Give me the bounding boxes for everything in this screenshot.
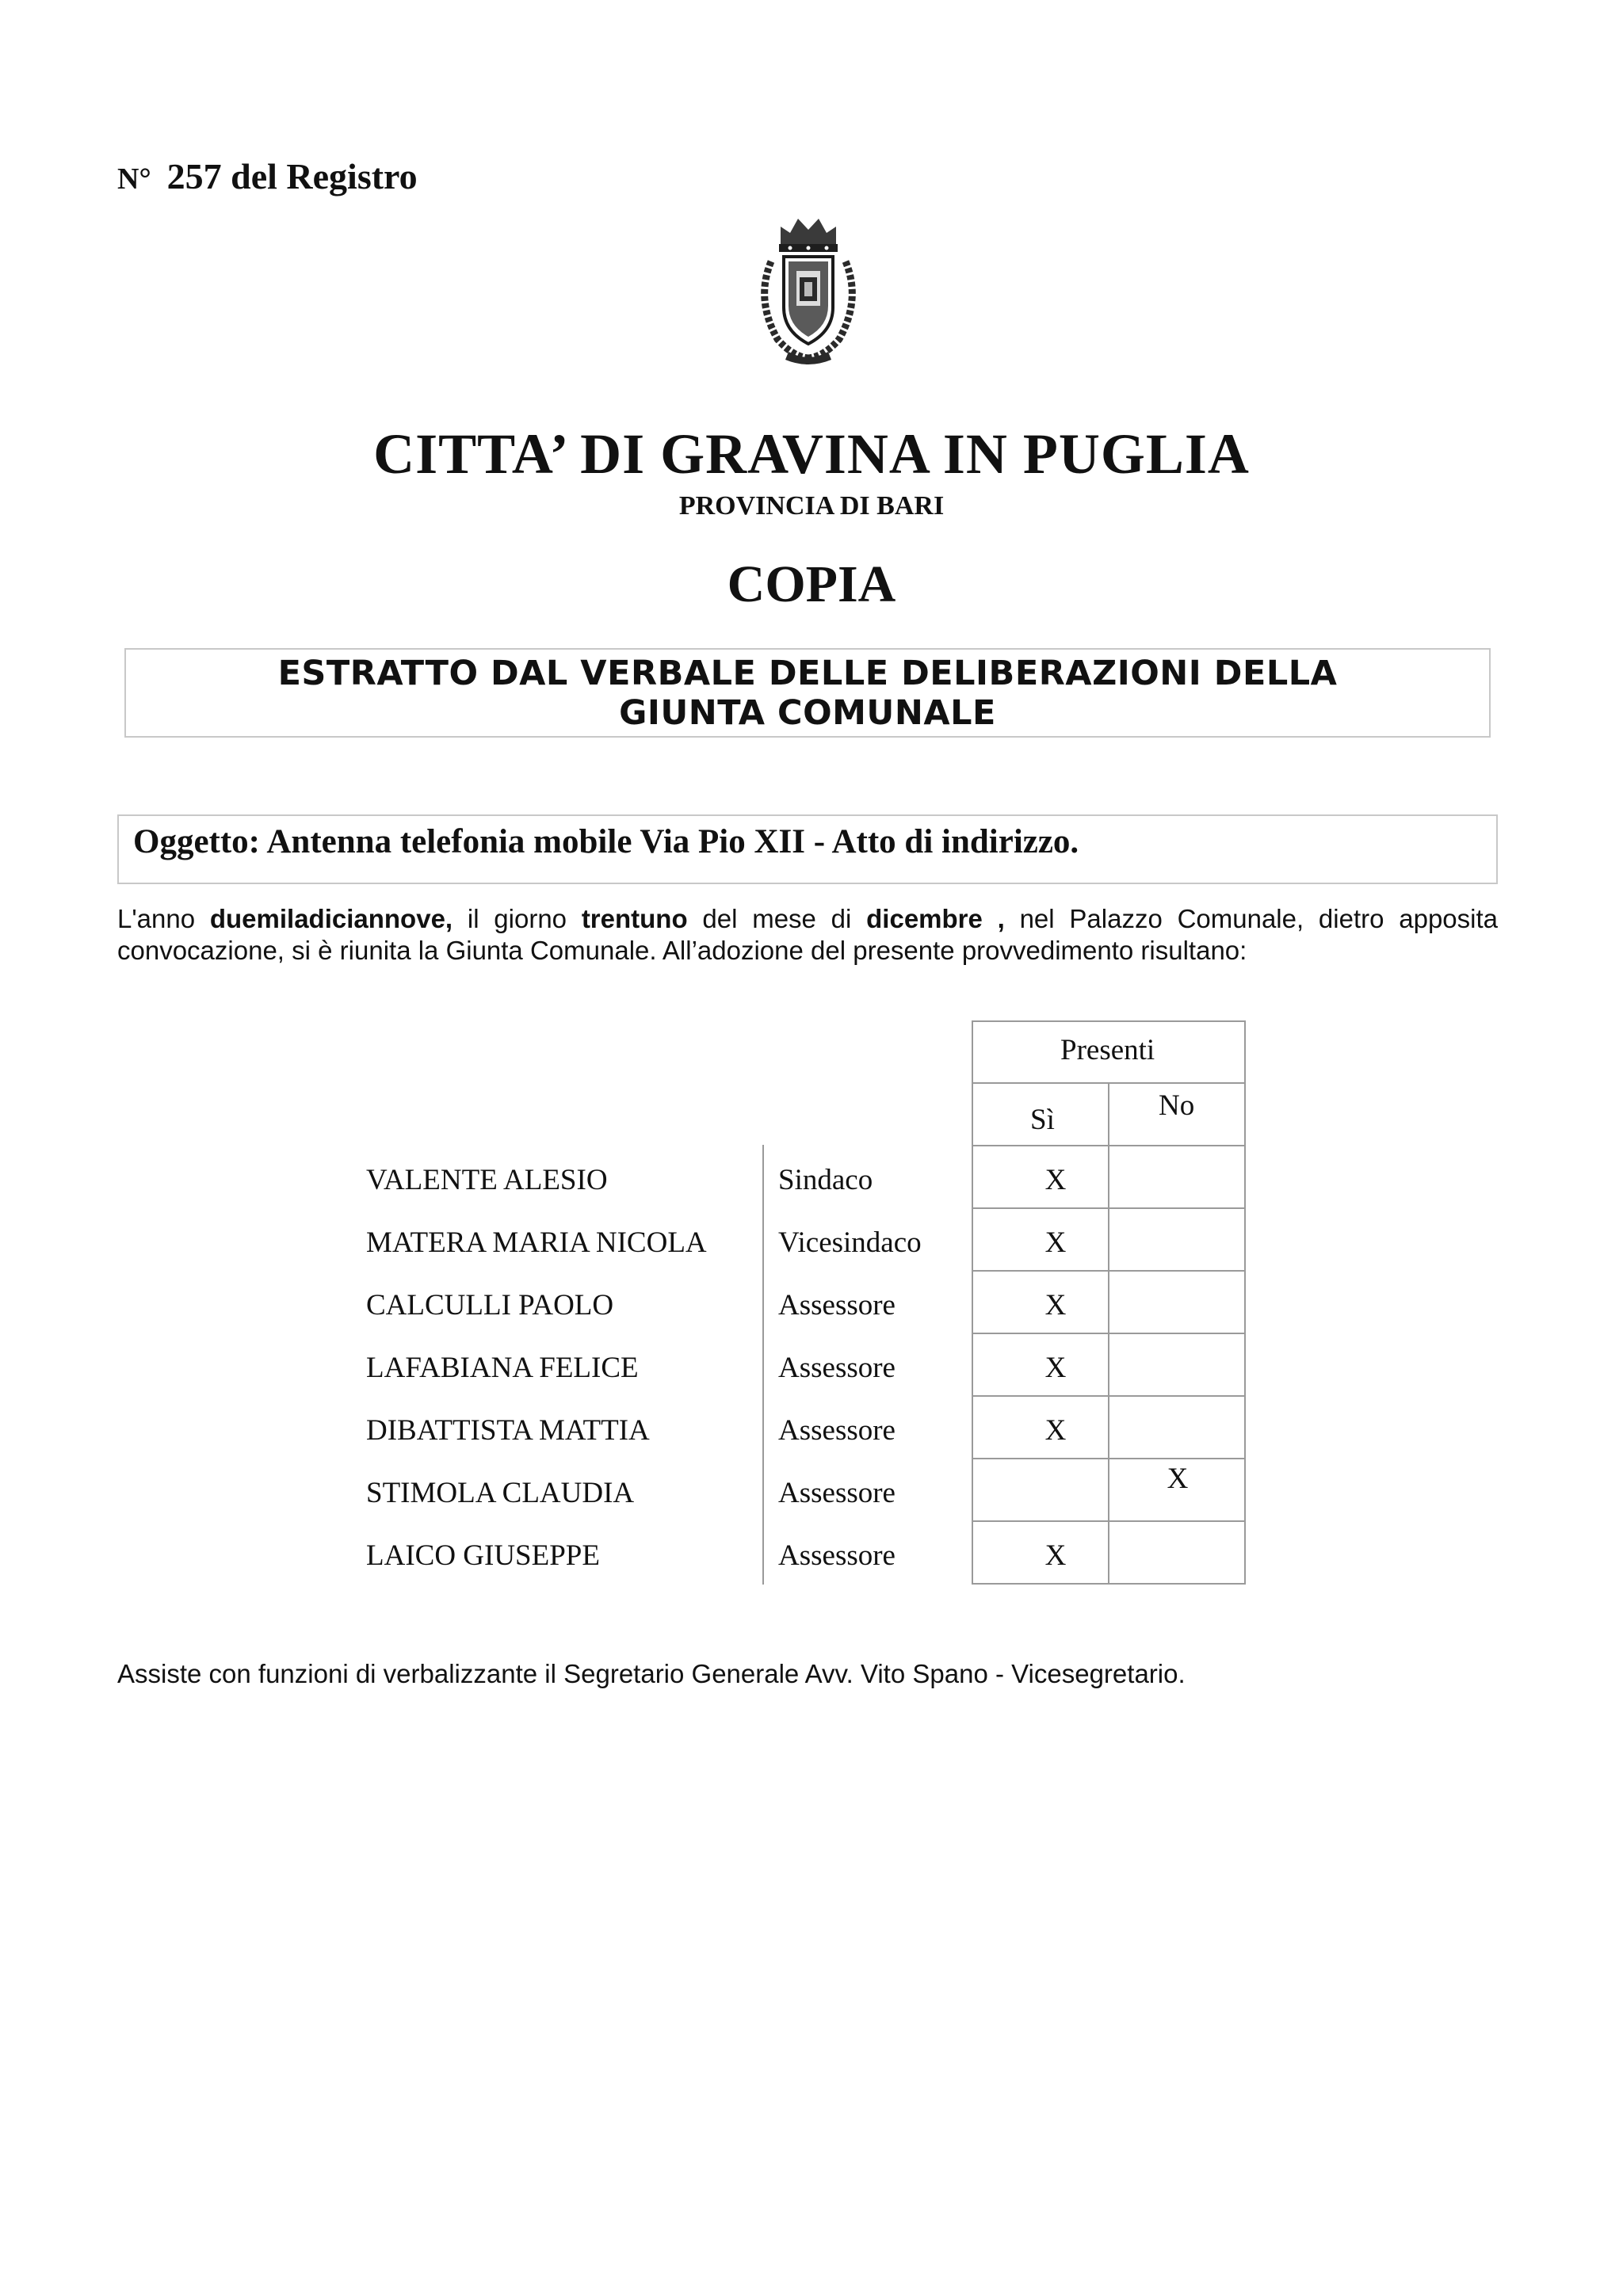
grid-line xyxy=(972,1020,973,1585)
member-name: STIMOLA CLAUDIA xyxy=(366,1477,635,1509)
register-number xyxy=(117,155,418,197)
present-mark: X xyxy=(1044,1289,1067,1322)
present-mark: X xyxy=(1044,1226,1067,1259)
member-name: LAFABIANA FELICE xyxy=(366,1352,639,1384)
present-mark: X xyxy=(1044,1414,1067,1447)
coat-of-arms-emblem xyxy=(749,212,868,364)
grid-line xyxy=(972,1270,1246,1272)
grid-line xyxy=(972,1458,1246,1459)
subject-text: Oggetto: Antenna telefonia mobile Via Pio XII - Atto di indirizzo. xyxy=(133,823,1079,860)
extract-heading-line-2: GIUNTA COMUNALE xyxy=(619,693,996,733)
grid-line xyxy=(972,1583,1246,1585)
member-role: Assessore xyxy=(778,1414,896,1447)
no-header: No xyxy=(1159,1089,1195,1122)
intro-text-1: L'anno xyxy=(117,904,210,933)
presence-header: Presenti xyxy=(1060,1034,1155,1066)
copy-label: COPIA xyxy=(727,555,896,613)
yes-header: Sì xyxy=(1030,1104,1055,1136)
intro-paragraph xyxy=(117,903,1498,967)
province-label: PROVINCIA DI BARI xyxy=(678,491,945,521)
extract-heading-box xyxy=(124,648,1491,738)
secretary-statement: Assiste con funzioni di verbalizzante il Segretario Generale Avv. Vito Spano - Vicesegretario. xyxy=(117,1659,1186,1688)
grid-line xyxy=(972,1207,1246,1209)
intro-text-2: il giorno xyxy=(453,904,582,933)
member-name: DIBATTISTA MATTIA xyxy=(366,1414,650,1447)
register-text: 257 del Registro xyxy=(166,156,418,196)
city-title: CITTA’ DI GRAVINA IN PUGLIA xyxy=(373,422,1250,486)
grid-line xyxy=(972,1333,1246,1334)
subject-box xyxy=(117,814,1498,884)
present-mark: X xyxy=(1044,1164,1067,1196)
intro-day: trentuno xyxy=(581,904,688,933)
member-name: VALENTE ALESIO xyxy=(366,1164,608,1196)
present-mark: X xyxy=(1044,1352,1067,1384)
intro-text-3: del mese di xyxy=(687,904,867,933)
grid-line xyxy=(972,1395,1246,1397)
name-role-divider xyxy=(762,1145,764,1585)
member-role: Vicesindaco xyxy=(778,1226,922,1259)
intro-text-4: nel Palazzo Comunale, dietro apposita convocazione, si è riunita la Giunta Comunale. All’adozione del presente provvedimento risultano: xyxy=(117,904,1499,965)
member-role: Assessore xyxy=(778,1289,896,1322)
number-sign: N° xyxy=(117,162,151,196)
present-mark: X xyxy=(1044,1539,1067,1572)
member-role: Assessore xyxy=(778,1352,896,1384)
grid-line xyxy=(1244,1020,1246,1585)
member-role: Assessore xyxy=(778,1477,896,1509)
member-name: CALCULLI PAOLO xyxy=(366,1289,614,1322)
intro-month: dicembre , xyxy=(866,904,1005,933)
intro-year: duemiladiciannove, xyxy=(209,904,453,933)
grid-line xyxy=(972,1020,1246,1022)
member-role: Sindaco xyxy=(778,1164,873,1196)
member-role: Assessore xyxy=(778,1539,896,1572)
extract-heading-line-1: ESTRATTO DAL VERBALE DELLE DELIBERAZIONI DELLA xyxy=(277,654,1338,693)
member-name: LAICO GIUSEPPE xyxy=(366,1539,600,1572)
grid-line xyxy=(972,1520,1246,1522)
absent-mark: X xyxy=(1167,1463,1189,1495)
attendance-table xyxy=(366,1020,1247,1585)
grid-line xyxy=(972,1145,1246,1146)
member-name: MATERA MARIA NICOLA xyxy=(366,1226,707,1259)
